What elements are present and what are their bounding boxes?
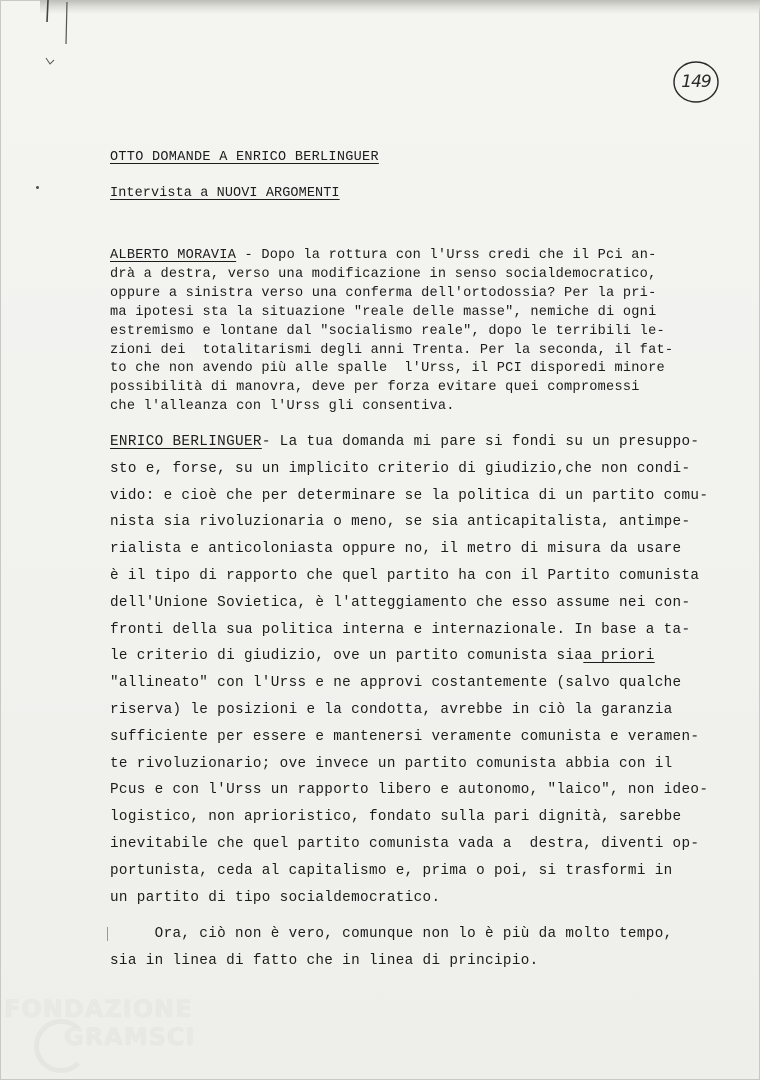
watermark-text-line-2: GRAMSCI [64,1023,196,1051]
document-subtitle: Intervista a NUOVI ARGOMENTI [110,186,340,201]
closing-line: Ora, ciò non è vero, comunque non lo è più da molto tempo, [110,926,673,942]
margin-mark [107,927,108,941]
answer-line: Pcus e con l'Urss un rapporto libero e autonomo, "laico", non ideo- [110,782,709,799]
question-line: possibilità di manovra, deve per forza evitare quei compromessi [110,380,640,396]
answer-line: è il tipo di rapporto che quel partito ha con il Partito comunista [110,567,700,584]
answer-line: vido: e cioè che per determinare se la politica di un partito comu- [110,487,709,504]
question-line: ma ipotesi sta la situazione "reale delle masse", nemiche di ogni [110,304,657,320]
page-number-stamp [670,58,722,106]
question-line: zioni dei totalitarismi degli anni Trenta. Per la seconda, il fat- [110,342,674,358]
answer-line: te rivoluzionario; ove invece un partito comunista abbia con il [110,755,673,772]
closing-line: sia in linea di fatto che in linea di principio. [110,952,539,969]
answer-line: portunista, ceda al capitalismo e, prima o poi, si trasformi in [110,862,673,879]
answer-paragraph [110,429,725,911]
foundation-watermark [4,995,194,1075]
answer-line: sufficiente per essere e mantenersi veramente comunista e veramen- [110,728,700,745]
binder-marks [40,0,80,70]
question-paragraph [110,247,725,417]
answer-line: dell'Unione Sovietica, è l'atteggiamento che esso assume nei con- [110,594,691,611]
question-line: to che non avendo più alle spalle l'Urss, il PCI disporedi minore [110,361,665,377]
answer-line: nista sia rivoluzionaria o meno, se sia anticapitalista, antimpe- [110,514,691,531]
document-title: OTTO DOMANDE A ENRICO BERLINGUER [110,150,379,165]
page-number: 149 [681,72,711,92]
question-line: - Dopo la rottura con l'Urss credi che il Pci an- [236,248,657,263]
a-priori-underlined: a priori [583,648,655,665]
answer-line: - La tua domanda mi pare si fondi su un presuppo- [261,434,700,450]
answer-line: rialista e anticoloniasta oppure no, il metro di misura da usare [110,541,682,558]
closing-paragraph [110,921,725,975]
question-speaker: ALBERTO MORAVIA [110,248,237,263]
answer-line: logistico, non aprioristico, fondato sulla pari dignità, sarebbe [110,809,682,826]
answer-line: sto e, forse, su un implicito criterio di giudizio,che non condi- [110,460,691,477]
answer-line: inevitabile che quel partito comunista vada a destra, diventi op- [110,835,700,852]
scan-top-edge [40,0,760,14]
answer-line: fronti della sua politica interna e internazionale. In base a ta- [110,621,691,638]
watermark-text-line-1: FONDAZIONE [4,995,193,1023]
answer-line: "allineato" con l'Urss e ne approvi costantemente (salvo qualche [110,675,682,692]
question-line: che l'alleanza con l'Urss gli consentiva. [110,399,455,415]
question-line: drà a destra, verso una modificazione in senso socialdemocratico, [110,266,657,282]
question-line: oppure a sinistra verso una conferma dell'ortodossia? Per la pri- [110,285,657,301]
answer-line: le criterio di giudizio, ove un partito comunista sia [110,648,584,665]
answer-line: un partito di tipo socialdemocratico. [110,889,441,906]
question-line: estremismo e lontane dal "socialismo reale", dopo le terribili le- [110,323,665,339]
answer-line: riserva) le posizioni e la condotta, avrebbe in ciò la garanzia [110,701,673,718]
scan-speck [36,186,39,189]
answer-speaker: ENRICO BERLINGUER [110,434,262,450]
